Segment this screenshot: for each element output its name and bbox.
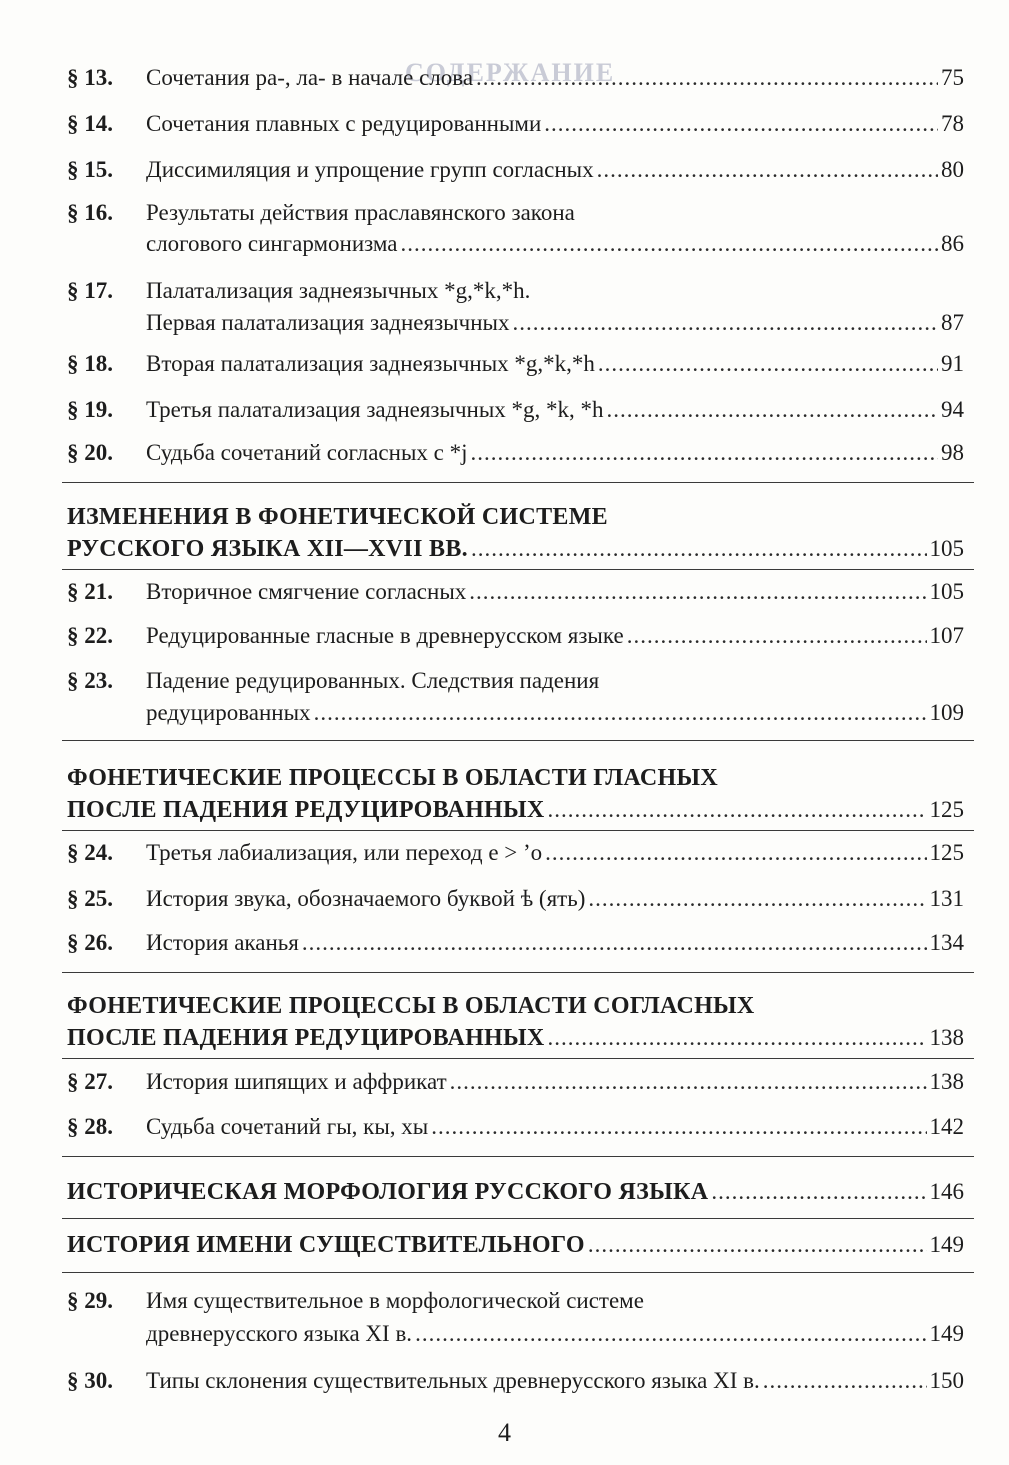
page-number: 134 — [929, 930, 964, 955]
section-number: § 25. — [67, 886, 113, 911]
dot-leader — [588, 1229, 927, 1261]
entry-title: Вторая палатализация заднеязычных *g,*k,*h — [146, 351, 595, 376]
toc-line — [146, 1285, 964, 1317]
entry-title: Третья палатализация заднеязычных *g, *k, *h — [146, 397, 604, 422]
section-divider — [62, 1272, 974, 1273]
section-heading-line: ИЗМЕНЕНИЯ В ФОНЕТИЧЕСКОЙ СИСТЕМЕ — [67, 504, 608, 530]
section-number: § 23. — [67, 668, 113, 693]
section-heading-line: ФОНЕТИЧЕСКИЕ ПРОЦЕССЫ В ОБЛАСТИ СОГЛАСНЫХ — [67, 993, 755, 1019]
toc-line — [146, 837, 964, 869]
toc-line — [146, 1318, 964, 1350]
dot-leader — [450, 1066, 927, 1098]
section-number: § 21. — [67, 579, 113, 604]
section-number: § 14. — [67, 111, 113, 136]
toc-line — [146, 228, 964, 260]
entry-title: История звука, обозначаемого буквой ѣ (ять) — [146, 886, 586, 911]
toc-line — [146, 697, 964, 729]
dot-leader — [548, 794, 927, 826]
toc-line — [67, 1176, 964, 1208]
page-number: 80 — [941, 157, 964, 182]
entry-title-continued: слогового сингармонизма — [146, 231, 398, 256]
page-number: 94 — [941, 397, 964, 422]
toc-line — [146, 348, 964, 380]
entry-title: Сочетания ра-, ла- в начале слова — [146, 65, 474, 90]
entry-title-continued: древнерусского языка XI в. — [146, 1321, 413, 1346]
dot-leader — [544, 108, 938, 140]
dot-leader — [471, 533, 927, 565]
page-number: 87 — [941, 310, 964, 335]
page-number: 138 — [929, 1025, 964, 1050]
bleed-through-heading: СОДЕРЖАНИЕ — [405, 58, 616, 87]
section-number: § 30. — [67, 1368, 113, 1393]
entry-title: Диссимиляция и упрощение групп согласных — [146, 157, 594, 182]
toc-line — [146, 437, 964, 469]
toc-line — [146, 154, 964, 186]
section-divider — [62, 1218, 974, 1219]
toc-line — [146, 108, 964, 140]
entry-title: Судьба сочетаний согласных с *j — [146, 440, 468, 465]
toc-line — [146, 1111, 964, 1143]
dot-leader — [607, 394, 938, 426]
entry-title: Судьба сочетаний гы, кы, хы — [146, 1114, 429, 1139]
dot-leader — [548, 1022, 927, 1054]
toc-line — [146, 307, 964, 339]
section-heading-line: ПОСЛЕ ПАДЕНИЯ РЕДУЦИРОВАННЫХ — [67, 1025, 545, 1051]
section-number: § 27. — [67, 1069, 113, 1094]
entry-title: Третья лабиализация, или переход е > ’о — [146, 840, 543, 865]
dot-leader — [763, 1365, 927, 1397]
toc-line — [67, 1229, 964, 1261]
toc-line — [67, 794, 964, 826]
toc-line — [146, 576, 964, 608]
page-number: 142 — [929, 1114, 964, 1139]
section-number: § 22. — [67, 623, 113, 648]
toc-line — [146, 620, 964, 652]
page-number: 149 — [929, 1321, 964, 1346]
dot-leader — [627, 620, 927, 652]
page-number: 75 — [941, 65, 964, 90]
entry-title: История аканья — [146, 930, 299, 955]
toc-line — [67, 1022, 964, 1054]
dot-leader — [469, 576, 926, 608]
section-divider — [62, 1156, 974, 1157]
section-number: § 24. — [67, 840, 113, 865]
entry-title: Типы склонения существительных древнерусского языка XI в. — [146, 1368, 760, 1393]
page-folio: 4 — [498, 1418, 511, 1447]
dot-leader — [401, 228, 938, 260]
page-number: 150 — [929, 1368, 964, 1393]
section-number: § 18. — [67, 351, 113, 376]
section-heading-line: ПОСЛЕ ПАДЕНИЯ РЕДУЦИРОВАННЫХ — [67, 797, 545, 823]
toc-line — [146, 1066, 964, 1098]
page-number: 109 — [929, 700, 964, 725]
page-number: 125 — [929, 840, 964, 865]
page-number: 105 — [929, 579, 964, 604]
section-heading-line: РУССКОГО ЯЗЫКА XII—XVII ВВ. — [67, 536, 468, 562]
entry-title: Редуцированные гласные в древнерусском языке — [146, 623, 624, 648]
entry-title-continued: Первая палатализация заднеязычных — [146, 310, 510, 335]
section-divider — [62, 740, 974, 741]
toc-line — [146, 883, 964, 915]
section-number: § 28. — [67, 1114, 113, 1139]
dot-leader — [471, 437, 938, 469]
section-divider — [62, 972, 974, 973]
dot-leader — [711, 1176, 926, 1208]
page-number: 91 — [941, 351, 964, 376]
section-number: § 29. — [67, 1288, 113, 1313]
toc-line — [146, 62, 964, 94]
dot-leader — [598, 348, 938, 380]
page-number: 131 — [929, 886, 964, 911]
entry-title: Палатализация заднеязычных *g,*k,*h. — [146, 278, 531, 303]
page-number: 146 — [929, 1179, 964, 1204]
entry-title: Имя существительное в морфологической системе — [146, 1288, 644, 1313]
section-heading-line: ФОНЕТИЧЕСКИЕ ПРОЦЕССЫ В ОБЛАСТИ ГЛАСНЫХ — [67, 765, 718, 791]
dot-leader — [512, 307, 938, 339]
section-heading-line: ИСТОРИЧЕСКАЯ МОРФОЛОГИЯ РУССКОГО ЯЗЫКА — [67, 1179, 709, 1205]
dot-leader — [588, 883, 926, 915]
page-number: 107 — [929, 623, 964, 648]
entry-title: История шипящих и аффрикат — [146, 1069, 447, 1094]
entry-title: Падение редуцированных. Следствия падения — [146, 668, 600, 693]
dot-leader — [314, 697, 927, 729]
toc-line — [146, 1365, 964, 1397]
page-number: 98 — [941, 440, 964, 465]
section-number: § 13. — [67, 65, 113, 90]
section-number: § 17. — [67, 278, 113, 303]
page-number: 149 — [929, 1232, 964, 1257]
section-divider — [62, 569, 974, 570]
page-number: 138 — [929, 1069, 964, 1094]
section-divider — [62, 1058, 974, 1059]
toc-line — [146, 275, 964, 307]
dot-leader — [431, 1111, 926, 1143]
section-number: § 26. — [67, 930, 113, 955]
page-number: 125 — [929, 797, 964, 822]
section-divider — [62, 830, 974, 831]
dot-leader — [302, 927, 927, 959]
entry-title: Результаты действия праславянского закона — [146, 200, 575, 225]
toc-line — [146, 197, 964, 229]
section-number: § 19. — [67, 397, 113, 422]
toc-line — [146, 394, 964, 426]
toc-line — [67, 533, 964, 565]
dot-leader — [476, 62, 938, 94]
section-divider — [62, 482, 974, 483]
dot-leader — [597, 154, 938, 186]
entry-title: Сочетания плавных с редуцированными — [146, 111, 542, 136]
page-number: 105 — [929, 536, 964, 561]
page-number: 86 — [941, 231, 964, 256]
section-number: § 15. — [67, 157, 113, 182]
toc-line — [146, 665, 964, 697]
section-number: § 20. — [67, 440, 113, 465]
page-number: 78 — [941, 111, 964, 136]
dot-leader — [545, 837, 926, 869]
entry-title-continued: редуцированных — [146, 700, 311, 725]
dot-leader — [415, 1318, 926, 1350]
section-heading-line: ИСТОРИЯ ИМЕНИ СУЩЕСТВИТЕЛЬНОГО — [67, 1232, 585, 1258]
entry-title: Вторичное смягчение согласных — [146, 579, 467, 604]
section-number: § 16. — [67, 200, 113, 225]
toc-line — [146, 927, 964, 959]
